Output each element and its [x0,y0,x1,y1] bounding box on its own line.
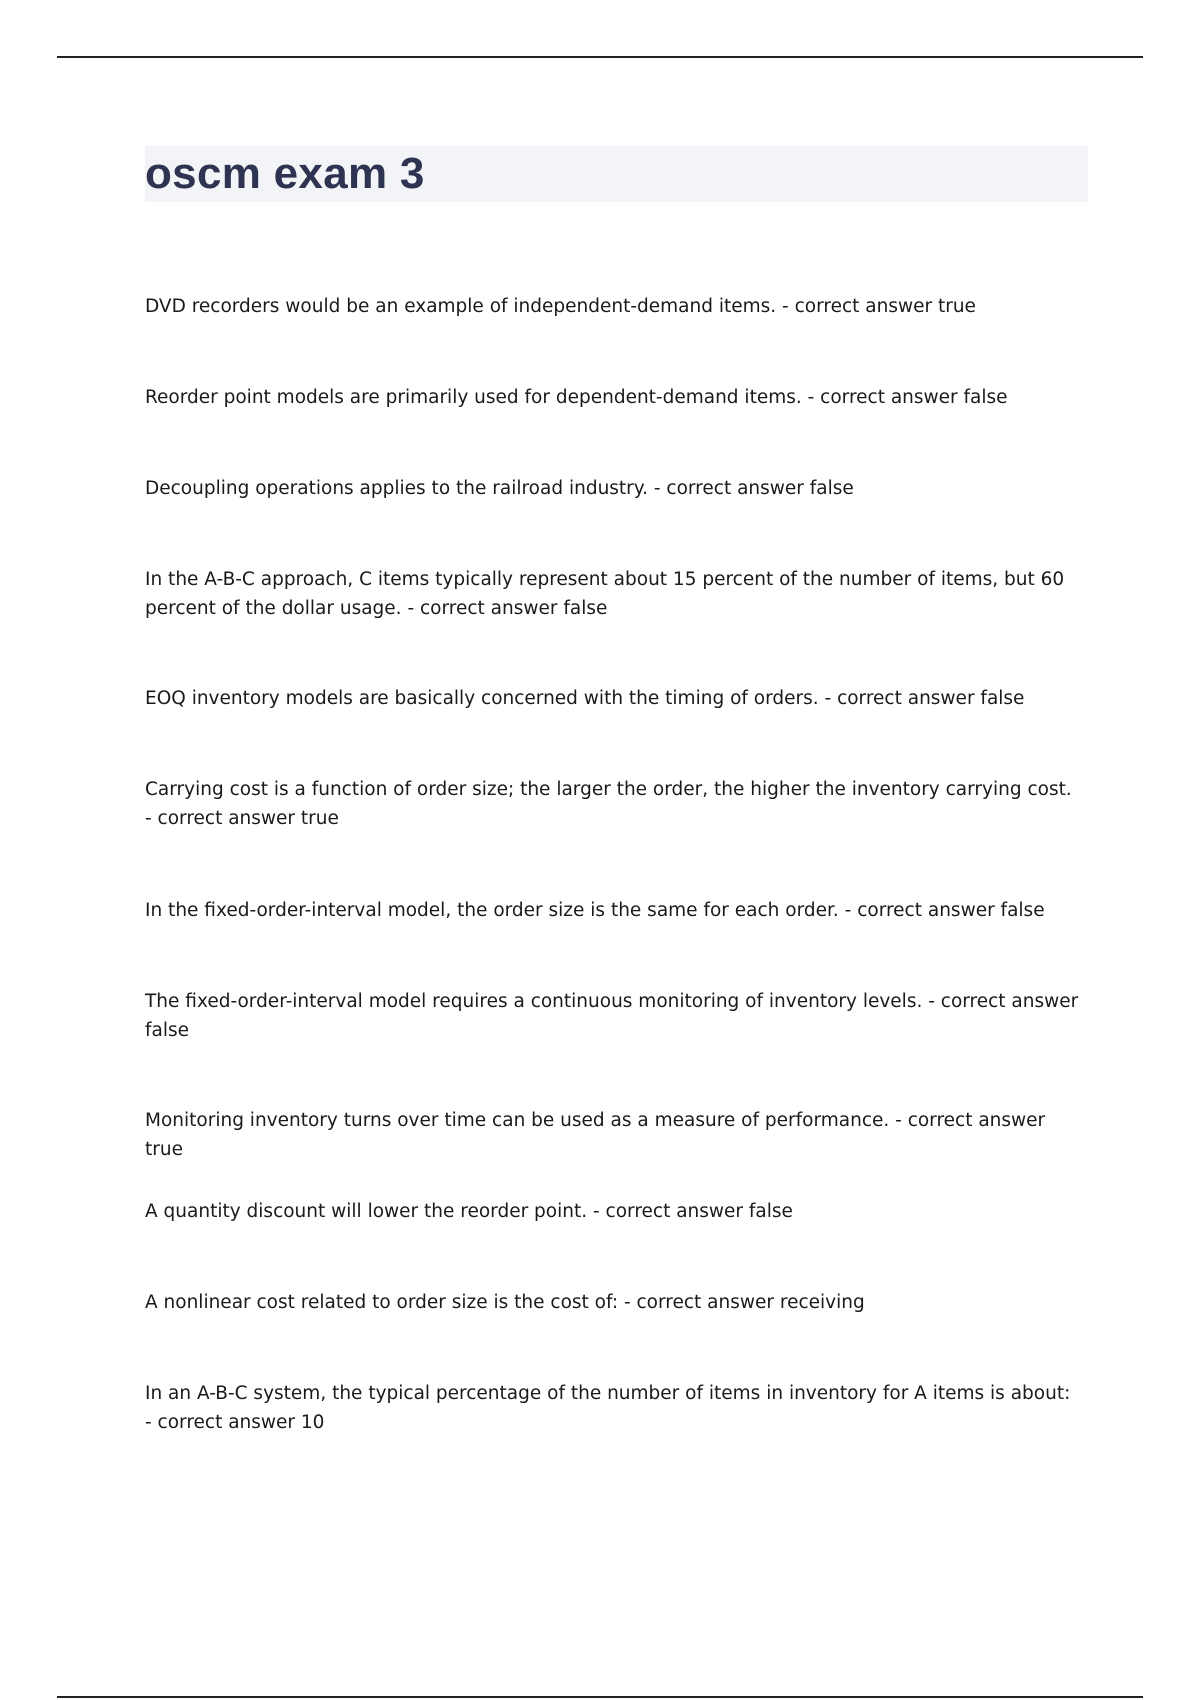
top-rule [57,56,1143,58]
question-item-8: The fixed-order-interval model requires a continuous monitoring of inventory levels. - correct answer false [145,991,1079,1041]
question-item-5: EOQ inventory models are basically concerned with the timing of orders. - correct answer false [145,688,1025,709]
question-item-9: Monitoring inventory turns over time can be used as a measure of performance. - correct answer true [145,1110,1046,1160]
title-band [145,146,1088,202]
page-title: oscm exam 3 [145,149,425,198]
question-item-7: In the fixed-order-interval model, the order size is the same for each order. - correct answer false [145,900,1045,921]
question-item-10: A quantity discount will lower the reorder point. - correct answer false [145,1201,793,1222]
question-item-12: In an A-B-C system, the typical percentage of the number of items in inventory for A items is about: - correct answer 10 [145,1383,1071,1433]
question-item-1: DVD recorders would be an example of independent-demand items. - correct answer true [145,296,976,317]
question-item-3: Decoupling operations applies to the railroad industry. - correct answer false [145,478,854,499]
question-item-11: A nonlinear cost related to order size is the cost of: - correct answer receiving [145,1292,865,1313]
question-item-6: Carrying cost is a function of order size; the larger the order, the higher the inventory carrying cost. - correct answer true [145,779,1072,829]
bottom-rule [57,1696,1143,1698]
question-item-4: In the A-B-C approach, C items typically represent about 15 percent of the number of items, but 60 percent of the dollar usage. - correct answer false [145,569,1065,619]
question-item-2: Reorder point models are primarily used for dependent-demand items. - correct answer false [145,387,1008,408]
